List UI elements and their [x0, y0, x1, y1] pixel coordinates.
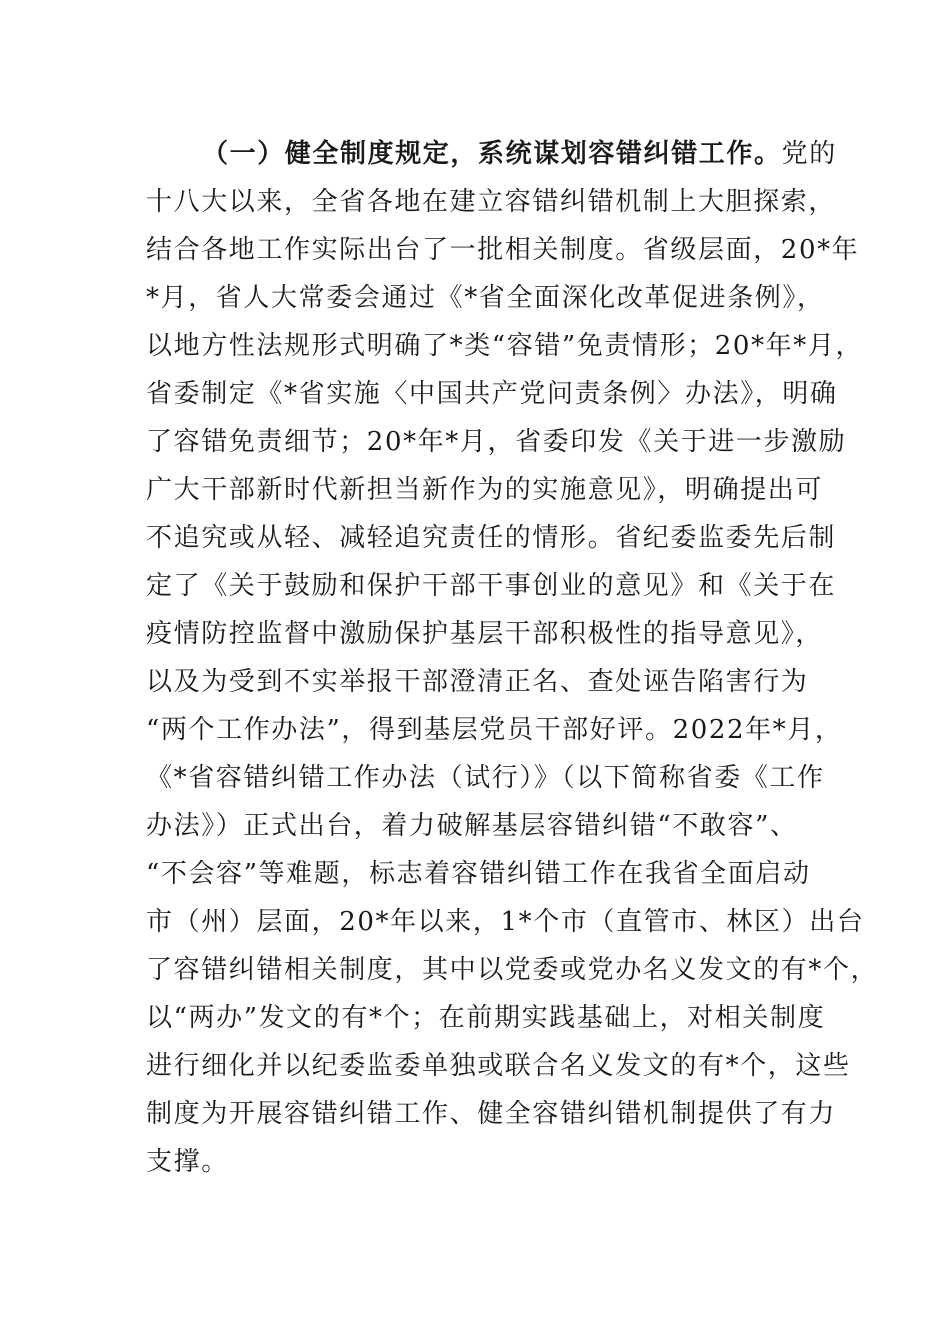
text-line: 制度为开展容错纠错工作、健全容错纠错机制提供了有力: [146, 1099, 837, 1129]
text-line: 《*省容错纠错工作办法（试行）》（以下简称省委《工作: [146, 763, 825, 793]
text-line: 以“两办”发文的有*个；在前期实践基础上，对相关制度: [146, 1003, 826, 1033]
text-line: “两个工作办法”，得到基层党员干部好评。2022年*月，: [146, 715, 843, 745]
text-line: 疫情防控监督中激励保护基层干部积极性的指导意见》，: [146, 619, 824, 649]
text-line: 市（州）层面，20*年以来，1*个市（直管市、林区）出台: [146, 907, 865, 937]
text-line: 十八大以来，全省各地在建立容错纠错机制上大胆探索，: [146, 187, 837, 217]
text-line: 办法》）正式出台，着力破解基层容错纠错“不敢容”、: [146, 811, 798, 841]
text-line: 不追究或从轻、减轻追究责任的情形。省纪委监委先后制: [146, 523, 837, 553]
text-line: 定了《关于鼓励和保护干部干事创业的意见》和《关于在: [146, 571, 837, 601]
text-line: 以及为受到不实举报干部澄清正名、查处诬告陷害行为: [146, 667, 809, 697]
text-line: 进行细化并以纪委监委单独或联合名义发文的有*个，这些: [146, 1051, 851, 1081]
paragraph-first-line: [146, 130, 837, 178]
text-line: 了容错免责细节；20*年*月，省委印发《关于进一步激励: [146, 427, 847, 457]
text-line: 支撑。: [146, 1147, 229, 1177]
text-line: 省委制定《*省实施〈中国共产党问责条例〉办法》，明确: [146, 379, 838, 409]
text-line: “不会容”等难题，标志着容错纠错工作在我省全面启动: [146, 859, 811, 889]
first-line-text: 党的: [781, 139, 837, 169]
text-line: 广大干部新时代新担当新作为的实施意见》，明确提出可: [146, 475, 824, 505]
section-heading: （一）健全制度规定，系统谋划容错纠错工作。: [202, 139, 782, 169]
text-line: *月，省人大常委会通过《*省全面深化改革促进条例》，: [146, 283, 825, 313]
body-paragraph: [146, 130, 879, 1186]
text-line: 结合各地工作实际出台了一批相关制度。省级层面，20*年: [146, 235, 860, 265]
text-line: 以地方性法规形式明确了*类“容错”免责情形；20*年*月，: [146, 331, 864, 361]
text-line: 了容错纠错相关制度，其中以党委或党办名义发文的有*个，: [146, 955, 879, 985]
